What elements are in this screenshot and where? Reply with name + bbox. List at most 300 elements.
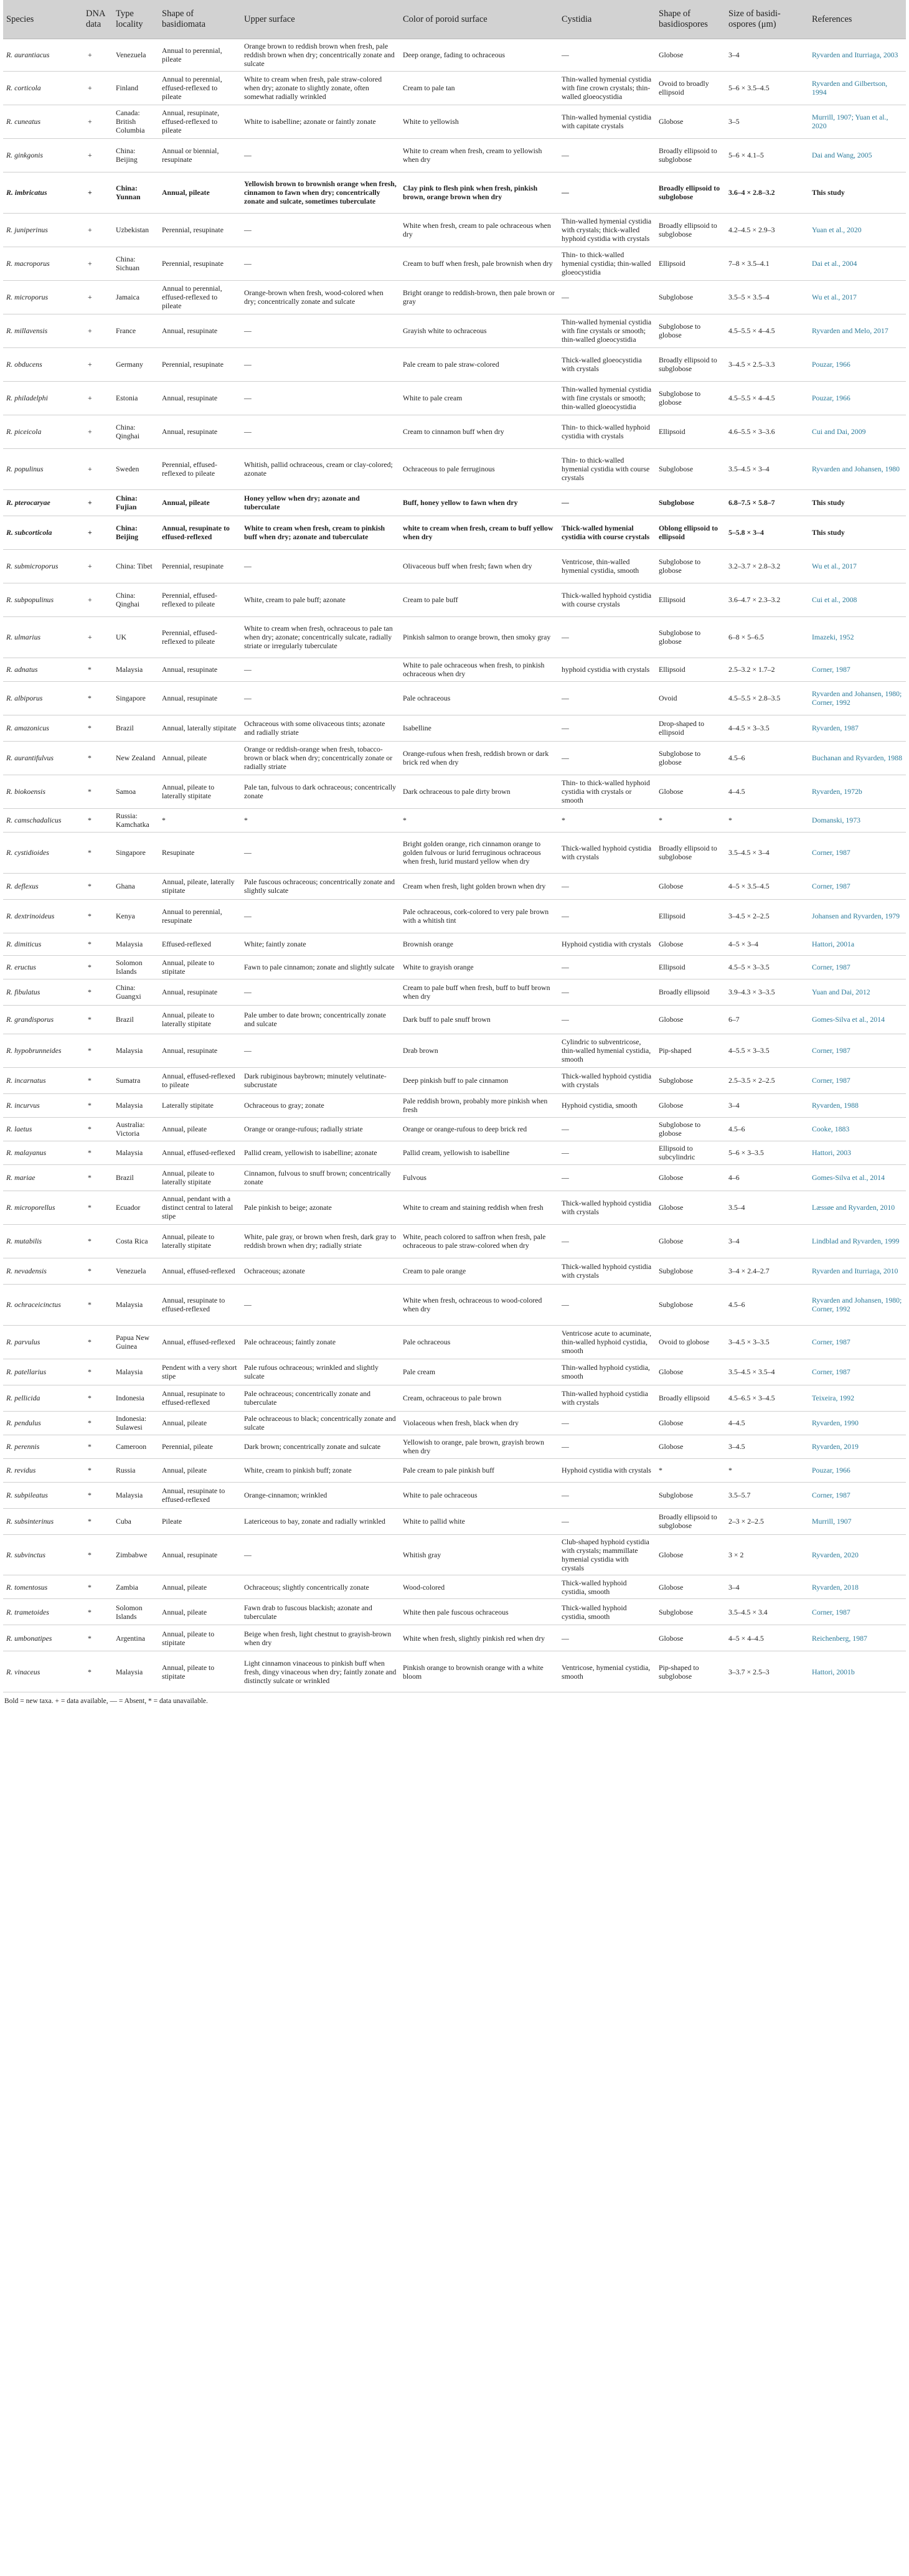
basidiospore-shape-cell: Subglobose [656,1067,725,1093]
basidiomata-shape-cell: Annual, pileate [159,741,241,775]
dna-data-cell: * [83,715,113,741]
reference-cell[interactable]: Ryvarden, 1972b [809,775,906,808]
table-row [3,415,906,448]
poroid-surface-color-cell: White, peach colored to saffron when fresh, pale ochraceous to pale straw-colored when dry [400,1224,558,1258]
basidiospore-size-cell: 3–4 [725,39,809,72]
table-row [3,280,906,314]
basidiospore-shape-cell: Broadly ellipsoid [656,979,725,1005]
reference-cell[interactable]: Gomes-Silva et al., 2014 [809,1164,906,1191]
type-locality-cell: Argentina [113,1625,159,1651]
basidiospore-size-cell: 4–6 [725,1164,809,1191]
type-locality-cell: Singapore [113,681,159,715]
table-row [3,172,906,213]
species-name-cell: R. mariae [3,1164,83,1191]
dna-data-cell: + [83,583,113,616]
species-name-cell: R. incurvus [3,1093,83,1117]
poroid-surface-color-cell: Pale ochraceous [400,1325,558,1359]
reference-cell[interactable]: Hattori, 2003 [809,1141,906,1164]
upper-surface-cell: — [241,314,400,347]
type-locality-cell: Samoa [113,775,159,808]
upper-surface-cell: Ochraceous to gray; zonate [241,1093,400,1117]
poroid-surface-color-cell: Olivaceous buff when fresh; fawn when dry [400,549,558,583]
table-row [3,1651,906,1692]
poroid-surface-color-cell: Cream when fresh, light golden brown when dry [400,873,558,899]
poroid-surface-color-cell: Violaceous when fresh, black when dry [400,1411,558,1435]
poroid-surface-color-cell: White to cream and staining reddish when fresh [400,1191,558,1224]
cystidia-cell: Thin- to thick-walled hyphoid cystidia with crystals or smooth [558,775,656,808]
basidiomata-shape-cell: Pendent with a very short stipe [159,1359,241,1385]
upper-surface-cell: Honey yellow when dry; azonate and tuberculate [241,489,400,516]
type-locality-cell: Venezuela [113,1258,159,1284]
upper-surface-cell: — [241,681,400,715]
basidiospore-size-cell: 3–4 [725,1224,809,1258]
cystidia-cell: — [558,1141,656,1164]
table-row [3,1435,906,1458]
reference-cell[interactable]: Johansen and Ryvarden, 1979 [809,899,906,933]
species-name-cell: R. nevadensis [3,1258,83,1284]
basidiospore-shape-cell: Broadly ellipsoid to subglobose [656,832,725,873]
table-row [3,1359,906,1385]
species-name-cell: R. macroporus [3,247,83,280]
basidiospore-shape-cell: Subglobose to globose [656,549,725,583]
dna-data-cell: * [83,899,113,933]
upper-surface-cell: Pale ochraceous; faintly zonate [241,1325,400,1359]
reference-cell[interactable]: Ryvarden, 2018 [809,1575,906,1599]
reference-cell[interactable]: This study [809,489,906,516]
type-locality-cell: China: Qinghai [113,583,159,616]
table-row [3,1575,906,1599]
poroid-surface-color-cell: Brownish orange [400,933,558,955]
table-row [3,1067,906,1093]
species-name-cell: R. biokoensis [3,775,83,808]
species-name-cell: R. populinus [3,448,83,489]
table-row [3,448,906,489]
dna-data-cell: * [83,1191,113,1224]
dna-data-cell: + [83,105,113,138]
cystidia-cell: Hyphoid cystidia with crystals [558,1458,656,1482]
species-name-cell: R. patellarius [3,1359,83,1385]
reference-cell[interactable]: Ryvarden, 1990 [809,1411,906,1435]
basidiomata-shape-cell: Annual, pileate [159,172,241,213]
species-name-cell: R. philadelphi [3,381,83,415]
reference-cell[interactable]: Corner, 1987 [809,1482,906,1508]
basidiospore-size-cell: 3 × 2 [725,1534,809,1575]
basidiomata-shape-cell: * [159,808,241,832]
reference-cell[interactable]: Buchanan and Ryvarden, 1988 [809,741,906,775]
reference-cell[interactable]: Dai et al., 2004 [809,247,906,280]
upper-surface-cell: Orange brown to reddish brown when fresh, pale reddish brown when dry; concentrically zonate and sulcate [241,39,400,72]
type-locality-cell: Indonesia [113,1385,159,1411]
basidiomata-shape-cell: Annual to perennial, resupinate [159,899,241,933]
upper-surface-cell: Beige when fresh, light chestnut to grayish-brown when dry [241,1625,400,1651]
dna-data-cell: + [83,280,113,314]
reference-cell[interactable]: Ryvarden, 1988 [809,1093,906,1117]
basidiospore-shape-cell: Ovoid to globose [656,1325,725,1359]
reference-cell[interactable]: Pouzar, 1966 [809,381,906,415]
reference-cell[interactable]: Dai and Wang, 2005 [809,138,906,172]
species-name-cell: R. albiporus [3,681,83,715]
basidiospore-size-cell: 6–7 [725,1005,809,1034]
upper-surface-cell: — [241,138,400,172]
basidiospore-shape-cell: Subglobose [656,1482,725,1508]
species-name-cell: R. fibulatus [3,979,83,1005]
dna-data-cell: * [83,741,113,775]
table-row [3,1224,906,1258]
basidiomata-shape-cell: Annual, resupinate [159,979,241,1005]
type-locality-cell: China: Beijing [113,516,159,549]
basidiomata-shape-cell: Perennial, resupinate [159,213,241,247]
reference-cell[interactable]: Ryvarden and Melo, 2017 [809,314,906,347]
table-row [3,1325,906,1359]
basidiospore-shape-cell: * [656,1458,725,1482]
basidiomata-shape-cell: Annual, effused-reflexed [159,1141,241,1164]
table-row [3,1458,906,1482]
reference-cell[interactable]: Imazeki, 1952 [809,616,906,658]
dna-data-cell: * [83,1385,113,1411]
cystidia-cell: — [558,1411,656,1435]
dna-data-cell: + [83,71,113,105]
species-name-cell: R. amazonicus [3,715,83,741]
basidiospore-size-cell: 7–8 × 3.5–4.1 [725,247,809,280]
basidiospore-shape-cell: Ovoid [656,681,725,715]
cystidia-cell: — [558,873,656,899]
dna-data-cell: * [83,1651,113,1692]
species-name-cell: R. subsinterinus [3,1508,83,1534]
dna-data-cell: * [83,979,113,1005]
poroid-surface-color-cell: Cream to buff when fresh, pale brownish when dry [400,247,558,280]
table-row [3,1534,906,1575]
species-name-cell: R. grandisporus [3,1005,83,1034]
reference-cell[interactable]: Ryvarden and Gilbertson, 1994 [809,71,906,105]
basidiomata-shape-cell: Annual to perennial, pileate [159,39,241,72]
basidiospore-shape-cell: Subglobose [656,1258,725,1284]
dna-data-cell: * [83,1534,113,1575]
table-row [3,314,906,347]
basidiospore-shape-cell: Ovoid to broadly ellipsoid [656,71,725,105]
reference-cell[interactable]: Corner, 1987 [809,1599,906,1625]
reference-cell[interactable]: Gomes-Silva et al., 2014 [809,1005,906,1034]
basidiospore-shape-cell: Globose [656,775,725,808]
reference-cell[interactable]: Corner, 1987 [809,1359,906,1385]
reference-cell[interactable]: Ryvarden and Johansen, 1980; Corner, 1992 [809,681,906,715]
reference-cell[interactable]: Corner, 1987 [809,1067,906,1093]
header-cystidia: Cystidia [558,0,656,39]
basidiospore-size-cell: 3–3.7 × 2.5–3 [725,1651,809,1692]
type-locality-cell: New Zealand [113,741,159,775]
type-locality-cell: Uzbekistan [113,213,159,247]
reference-cell[interactable]: Cui and Dai, 2009 [809,415,906,448]
dna-data-cell: + [83,172,113,213]
basidiomata-shape-cell: Annual, resupinate to effused-reflexed [159,1284,241,1325]
dna-data-cell: * [83,1117,113,1141]
header-species: Species [3,0,83,39]
table-row [3,138,906,172]
dna-data-cell: * [83,1359,113,1385]
cystidia-cell: — [558,715,656,741]
basidiospore-shape-cell: Ellipsoid to subcylindric [656,1141,725,1164]
cystidia-cell: Thick-walled hymenial cystidia with course crystals [558,516,656,549]
table-row [3,39,906,72]
basidiomata-shape-cell: Annual, resupinate [159,658,241,681]
basidiospore-shape-cell: Globose [656,1191,725,1224]
species-name-cell: R. microporellus [3,1191,83,1224]
dna-data-cell: + [83,489,113,516]
cystidia-cell: Thick-walled hyphoid cystidia with crystals [558,1067,656,1093]
basidiomata-shape-cell: Annual, resupinate [159,1034,241,1067]
type-locality-cell: Jamaica [113,280,159,314]
dna-data-cell: + [83,39,113,72]
basidiospore-size-cell: 4.5–5.5 × 2.8–3.5 [725,681,809,715]
type-locality-cell: Indonesia: Sulawesi [113,1411,159,1435]
cystidia-cell: Thin- to thick-walled hymenial cystidia with course crystals [558,448,656,489]
basidiospore-size-cell: 3–4.5 × 3–3.5 [725,1325,809,1359]
type-locality-cell: China: Fujian [113,489,159,516]
dna-data-cell: + [83,347,113,381]
basidiospore-size-cell: 4–5 × 3.5–4.5 [725,873,809,899]
cystidia-cell: — [558,1164,656,1191]
upper-surface-cell: Orange or orange-rufous; radially striate [241,1117,400,1141]
reference-cell[interactable]: Ryvarden, 2020 [809,1534,906,1575]
upper-surface-cell: Light cinnamon vinaceous to pinkish buff when fresh, dingy vinaceous when dry; faintly zonate and distinctly sulcate or wrinkled [241,1651,400,1692]
basidiomata-shape-cell: Annual, pileate to laterally stipitate [159,1164,241,1191]
poroid-surface-color-cell: Isabelline [400,715,558,741]
basidiomata-shape-cell: Annual, resupinate [159,314,241,347]
basidiospore-size-cell: 3–4.5 [725,1435,809,1458]
basidiomata-shape-cell: Annual, pileate [159,489,241,516]
type-locality-cell: Malaysia [113,1284,159,1325]
dna-data-cell: + [83,247,113,280]
dna-data-cell: * [83,955,113,979]
upper-surface-cell: — [241,899,400,933]
reference-cell[interactable]: Corner, 1987 [809,1034,906,1067]
basidiomata-shape-cell: Annual, resupinate [159,1534,241,1575]
upper-surface-cell: Orange-brown when fresh, wood-colored when dry; concentrically zonate and sulcate [241,280,400,314]
species-name-cell: R. submicroporus [3,549,83,583]
basidiomata-shape-cell: Annual, pileate to laterally stipitate [159,1005,241,1034]
reference-cell[interactable]: Yuan and Dai, 2012 [809,979,906,1005]
table-row [3,1599,906,1625]
poroid-surface-color-cell: White to grayish orange [400,955,558,979]
basidiospore-size-cell: 3–5 [725,105,809,138]
reference-cell[interactable]: Reichenberg, 1987 [809,1625,906,1651]
basidiospore-size-cell: 4.5–6 [725,1284,809,1325]
basidiomata-shape-cell: Annual, resupinate [159,681,241,715]
species-name-cell: R. deflexus [3,873,83,899]
header-poroid-surface-color: Color of poroid surface [400,0,558,39]
poroid-surface-color-cell: Cream to pale orange [400,1258,558,1284]
basidiospore-shape-cell: Ellipsoid [656,415,725,448]
upper-surface-cell: Orange-cinnamon; wrinkled [241,1482,400,1508]
basidiospore-size-cell: 3.5–4.5 × 3–4 [725,448,809,489]
species-name-cell: R. cuneatus [3,105,83,138]
basidiospore-size-cell: 3–4.5 × 2–2.5 [725,899,809,933]
dna-data-cell: + [83,549,113,583]
basidiospore-shape-cell: Globose [656,1534,725,1575]
poroid-surface-color-cell: Bright orange to reddish-brown, then pale brown or gray [400,280,558,314]
basidiospore-shape-cell: Broadly ellipsoid to subglobose [656,1508,725,1534]
species-name-cell: R. pellicida [3,1385,83,1411]
cystidia-cell: Ventricose acute to acuminate, thin-walled hyphoid cystidia, smooth [558,1325,656,1359]
table-row [3,583,906,616]
type-locality-cell: Canada: British Columbia [113,105,159,138]
basidiospore-shape-cell: Ellipsoid [656,583,725,616]
reference-cell[interactable]: Cui et al., 2008 [809,583,906,616]
poroid-surface-color-cell: White to cream when fresh, cream to yellowish when dry [400,138,558,172]
upper-surface-cell: Dark brown; concentrically zonate and sulcate [241,1435,400,1458]
table-footnote: Bold = new taxa. + = data available, — = Absent, * = data unavailable. [4,1697,208,1706]
reference-cell[interactable]: Ryvarden and Johansen, 1980 [809,448,906,489]
species-name-cell: R. subpopulinus [3,583,83,616]
table-row [3,1411,906,1435]
type-locality-cell: Venezuela [113,39,159,72]
reference-cell[interactable]: Pouzar, 1966 [809,347,906,381]
dna-data-cell: * [83,1458,113,1482]
reference-cell[interactable]: This study [809,516,906,549]
upper-surface-cell: White to cream when fresh, cream to pinkish buff when dry; azonate and tuberculate [241,516,400,549]
reference-cell[interactable]: Domanski, 1973 [809,808,906,832]
reference-cell[interactable]: Corner, 1987 [809,873,906,899]
upper-surface-cell: Pale fuscous ochraceous; concentrically zonate and slightly sulcate [241,873,400,899]
poroid-surface-color-cell: White to pale cream [400,381,558,415]
basidiospore-shape-cell: Ellipsoid [656,955,725,979]
cystidia-cell: Hyphoid cystidia, smooth [558,1093,656,1117]
cystidia-cell: Thin- to thick-walled hymenial cystidia; thin-walled gloeocystidia [558,247,656,280]
basidiospore-shape-cell: Globose [656,105,725,138]
basidiospore-shape-cell: Broadly ellipsoid to subglobose [656,138,725,172]
upper-surface-cell: * [241,808,400,832]
basidiospore-shape-cell: Ellipsoid [656,899,725,933]
cystidia-cell: Thin-walled hymenial cystidia with fine crystals or smooth; thin-walled gloeocystidia [558,314,656,347]
table-row [3,1258,906,1284]
reference-cell[interactable]: Corner, 1987 [809,658,906,681]
dna-data-cell: * [83,1284,113,1325]
basidiospore-size-cell: 5–6 × 3.5–4.5 [725,71,809,105]
reference-cell[interactable]: Pouzar, 1966 [809,1458,906,1482]
type-locality-cell: Kenya [113,899,159,933]
reference-cell[interactable]: Læssøe and Ryvarden, 2010 [809,1191,906,1224]
reference-cell[interactable]: Wu et al., 2017 [809,549,906,583]
basidiomata-shape-cell: Annual, pileate to stipitate [159,1651,241,1692]
cystidia-cell: — [558,1117,656,1141]
basidiomata-shape-cell: Annual or biennial, resupinate [159,138,241,172]
species-name-cell: R. obducens [3,347,83,381]
reference-cell[interactable]: Ryvarden and Iturriaga, 2003 [809,39,906,72]
table-header [3,0,906,39]
cystidia-cell: Thick-walled gloeocystidia with crystals [558,347,656,381]
reference-cell[interactable]: Hattori, 2001b [809,1651,906,1692]
reference-cell[interactable]: Murrill, 1907 [809,1508,906,1534]
reference-cell[interactable]: Lindblad and Ryvarden, 1999 [809,1224,906,1258]
basidiospore-shape-cell: Globose [656,1575,725,1599]
reference-cell[interactable]: Corner, 1987 [809,832,906,873]
species-name-cell: R. subvinctus [3,1534,83,1575]
basidiospore-size-cell: 3.5–5 × 3.5–4 [725,280,809,314]
upper-surface-cell: Fawn to pale cinnamon; zonate and slightly sulcate [241,955,400,979]
type-locality-cell: Malaysia [113,1034,159,1067]
reference-cell[interactable]: Wu et al., 2017 [809,280,906,314]
species-name-cell: R. malayanus [3,1141,83,1164]
species-name-cell: R. trametoides [3,1599,83,1625]
poroid-surface-color-cell: White when fresh, ochraceous to wood-colored when dry [400,1284,558,1325]
reference-cell[interactable]: Cooke, 1883 [809,1117,906,1141]
reference-cell[interactable]: Corner, 1987 [809,1325,906,1359]
poroid-surface-color-cell: White to yellowish [400,105,558,138]
cystidia-cell: — [558,741,656,775]
cystidia-cell: — [558,172,656,213]
upper-surface-cell: Fawn drab to fuscous blackish; azonate and tuberculate [241,1599,400,1625]
upper-surface-cell: Dark rubiginous baybrown; minutely velutinate-subcrustate [241,1067,400,1093]
species-name-cell: R. ochraceicinctus [3,1284,83,1325]
basidiospore-size-cell: 4–5.5 × 3–3.5 [725,1034,809,1067]
basidiospore-size-cell: 4.2–4.5 × 2.9–3 [725,213,809,247]
reference-cell[interactable]: Ryvarden, 1987 [809,715,906,741]
type-locality-cell: Malaysia [113,1359,159,1385]
cystidia-cell: — [558,1435,656,1458]
reference-cell[interactable]: Teixeira, 1992 [809,1385,906,1411]
basidiomata-shape-cell: Perennial, resupinate [159,347,241,381]
cystidia-cell: — [558,39,656,72]
table-row [3,516,906,549]
dna-data-cell: + [83,213,113,247]
reference-cell[interactable]: This study [809,172,906,213]
basidiomata-shape-cell: Annual, resupinate, effused-reflexed to pileate [159,105,241,138]
species-name-cell: R. subpileatus [3,1482,83,1508]
table-row [3,381,906,415]
upper-surface-cell: Pallid cream, yellowish to isabelline; azonate [241,1141,400,1164]
table-row [3,1005,906,1034]
cystidia-cell: Thick-walled hyphoid cystidia with crystals [558,1258,656,1284]
table-row [3,873,906,899]
species-name-cell: R. piceicola [3,415,83,448]
reference-cell[interactable]: Ryvarden and Iturriaga, 2010 [809,1258,906,1284]
reference-cell[interactable]: Corner, 1987 [809,955,906,979]
basidiospore-size-cell: * [725,808,809,832]
reference-cell[interactable]: Yuan et al., 2020 [809,213,906,247]
cystidia-cell: * [558,808,656,832]
basidiospore-shape-cell: Globose [656,1093,725,1117]
basidiospore-shape-cell: Subglobose [656,1284,725,1325]
basidiospore-shape-cell: Subglobose to globose [656,1117,725,1141]
dna-data-cell: * [83,1258,113,1284]
poroid-surface-color-cell: Buff, honey yellow to fawn when dry [400,489,558,516]
basidiospore-size-cell: 5–6 × 4.1–5 [725,138,809,172]
reference-cell[interactable]: Hattori, 2001a [809,933,906,955]
poroid-surface-color-cell: Pinkish orange to brownish orange with a white bloom [400,1651,558,1692]
poroid-surface-color-cell: Clay pink to flesh pink when fresh, pinkish brown, orange brown when dry [400,172,558,213]
table-row [3,1508,906,1534]
header-references: References [809,0,906,39]
reference-cell[interactable]: Ryvarden and Johansen, 1980; Corner, 1992 [809,1284,906,1325]
dna-data-cell: * [83,1411,113,1435]
basidiomata-shape-cell: Annual, pileate, laterally stipitate [159,873,241,899]
basidiospore-shape-cell: Broadly ellipsoid to subglobose [656,347,725,381]
table-row [3,1164,906,1191]
reference-cell[interactable]: Murrill, 1907; Yuan et al., 2020 [809,105,906,138]
species-name-cell: R. revidus [3,1458,83,1482]
table-row [3,489,906,516]
reference-cell[interactable]: Ryvarden, 2019 [809,1435,906,1458]
basidiomata-shape-cell: Annual, pileate to laterally stipitate [159,775,241,808]
basidiomata-shape-cell: Annual, pileate [159,1411,241,1435]
table-row [3,1385,906,1411]
dna-data-cell: + [83,314,113,347]
basidiomata-shape-cell: Annual, resupinate [159,415,241,448]
species-name-cell: R. microporus [3,280,83,314]
cystidia-cell: — [558,1284,656,1325]
dna-data-cell: + [83,448,113,489]
table-body [3,39,906,1692]
type-locality-cell: Estonia [113,381,159,415]
